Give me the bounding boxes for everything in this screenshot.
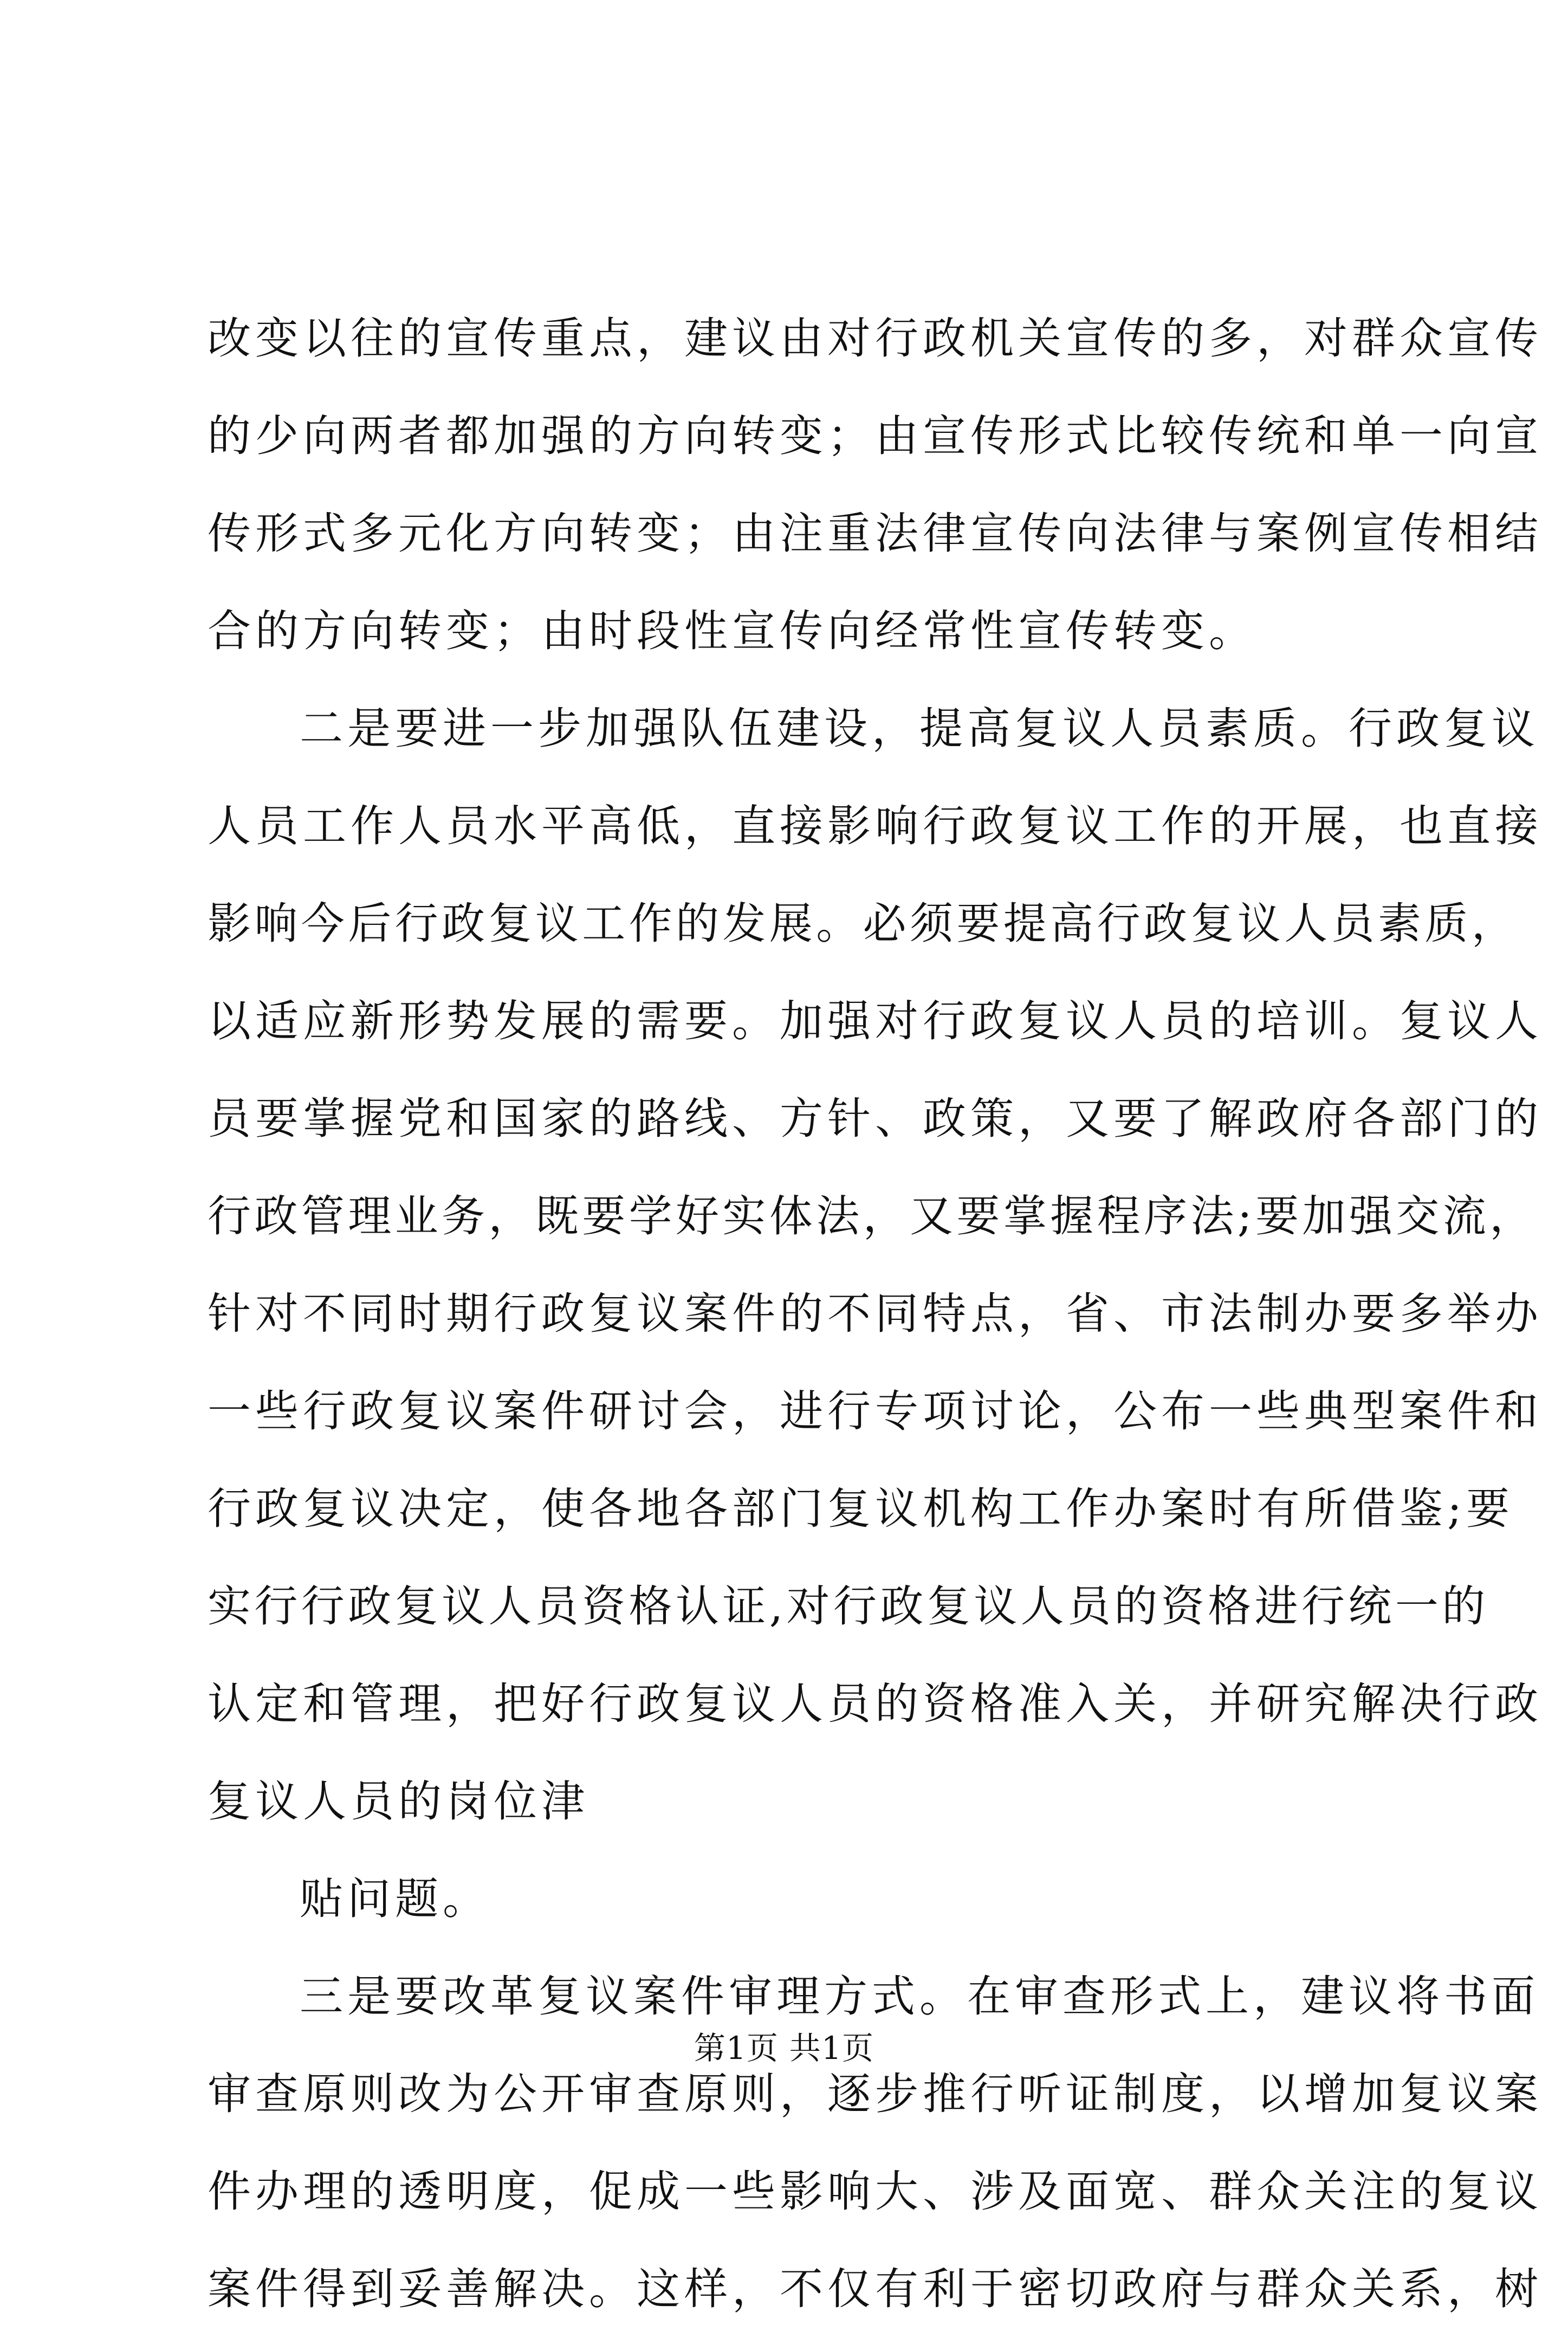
text-line: 复议人员的岗位津 [208,1776,589,1827]
text-line: 人员工作人员水平高低，直接影响行政复议工作的开展，也直接 [208,801,1543,851]
paragraph-start-line: 二是要进一步加强队伍建设，提高复议人员素质。行政复议 [300,703,1539,754]
text-line: 认定和管理，把好行政复议人员的资格准入关，并研究解决行政 [208,1679,1543,1729]
paragraph-start-line: 贴问题。 [300,1874,490,1924]
text-line: 员要掌握党和国家的路线、方针、政策，又要了解政府各部门的 [208,1093,1543,1144]
text-line: 的少向两者都加强的方向转变；由宣传形式比较传统和单一向宣 [208,411,1543,461]
text-line: 审查原则改为公开审查原则，逐步推行听证制度，以增加复议案 [208,2069,1543,2119]
page-number-footer: 第1页 共1页 [694,2030,874,2067]
text-line: 以适应新形势发展的需要。加强对行政复议人员的培训。复议人 [208,996,1543,1046]
text-line: 行政管理业务，既要学好实体法，又要掌握程序法;要加强交流， [208,1191,1537,1241]
text-line: 一些行政复议案件研讨会，进行专项讨论，公布一些典型案件和 [208,1386,1543,1436]
text-line: 传形式多元化方向转变；由注重法律宣传向法律与案例宣传相结 [208,508,1543,559]
paragraph-start-line: 三是要改革复议案件审理方式。在审查形式上，建议将书面 [300,1971,1539,2022]
text-line: 改变以往的宣传重点，建议由对行政机关宣传的多，对群众宣传 [208,313,1543,364]
text-line: 影响今后行政复议工作的发展。必须要提高行政复议人员素质， [208,898,1519,949]
text-line: 行政复议决定，使各地各部门复议机构工作办案时有所借鉴;要 [208,1484,1514,1534]
text-line: 件办理的透明度，促成一些影响大、涉及面宽、群众关注的复议 [208,2166,1543,2217]
text-line: 案件得到妥善解决。这样，不仅有利于密切政府与群众关系，树 [208,2264,1543,2314]
text-line: 针对不同时期行政复议案件的不同特点，省、市法制办要多举办 [208,1288,1543,1339]
text-line: 合的方向转变；由时段性宣传向经常性宣传转变。 [208,606,1256,656]
text-line: 实行行政复议人员资格认证,对行政复议人员的资格进行统一的 [208,1581,1489,1631]
